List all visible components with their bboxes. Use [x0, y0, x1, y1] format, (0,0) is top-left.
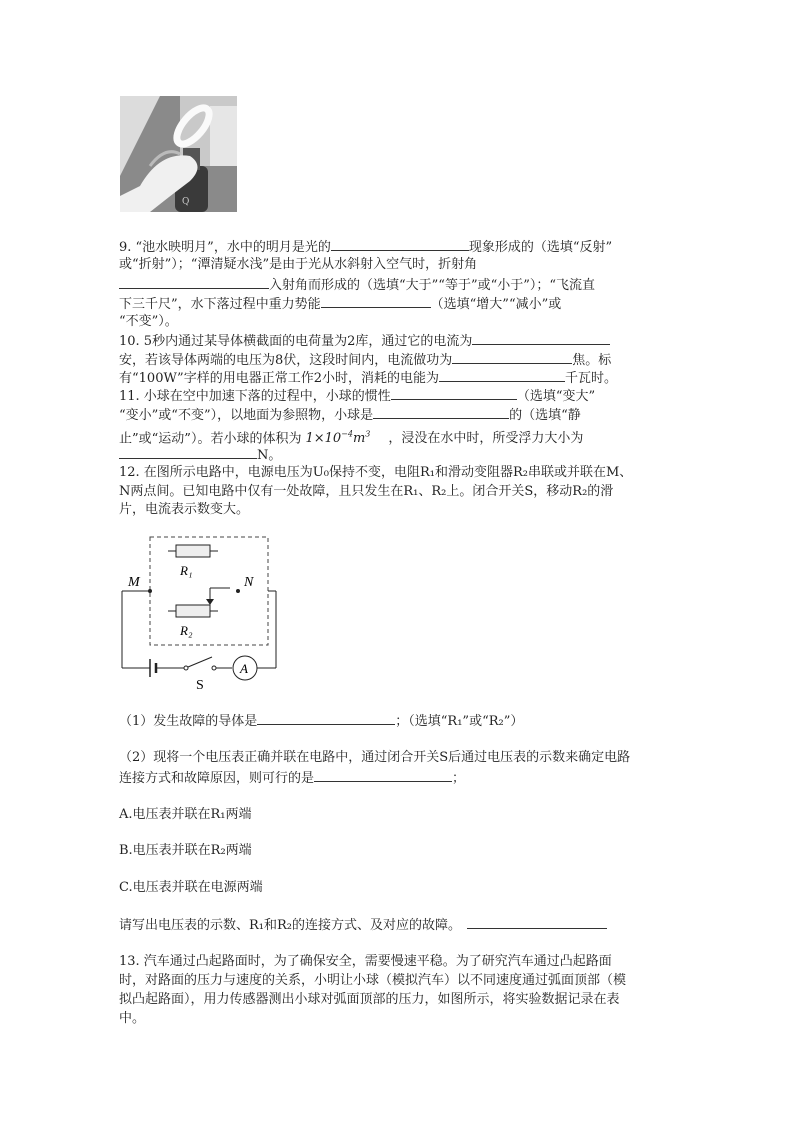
- label-n: N: [244, 575, 254, 590]
- q11-line-4: N。: [119, 445, 281, 465]
- label-s: S: [196, 678, 204, 693]
- q12-option-c: C.电压表并联在电源两端: [119, 880, 263, 895]
- q10-line-2: 安，若该导体两端的电压为8伏，这段时间内，电流做功为 焦。标: [119, 350, 611, 370]
- label-r1: R₁: [180, 563, 193, 578]
- q13-line-2: 时，对路面的压力与速度的关系，小明让小球（模拟汽车）以不同速度通过弧面顶部（模: [119, 973, 627, 988]
- q10-blank-3[interactable]: [439, 368, 565, 382]
- q9-line-5: “不变”）。: [119, 314, 178, 329]
- q12-line-1: 12. 在图所示电路中，电源电压为U₀保持不变，电阻R₁和滑动变阻器R₂串联或并联在M、: [119, 465, 633, 480]
- label-m: M: [128, 575, 140, 590]
- q12-option-a: A.电压表并联在R₁两端: [119, 807, 252, 822]
- q9-blank-3[interactable]: [321, 294, 431, 308]
- q9-blank-1[interactable]: [331, 237, 469, 251]
- q12-ask: 请写出电压表的示数、R₁和R₂的连接方式、及对应的故障。: [119, 915, 607, 935]
- q12-part1: （1）发生故障的导体是 ；（选填“R₁”或“R₂”）: [119, 711, 523, 731]
- resistor-r1: [176, 545, 210, 557]
- q11-line-2: “变小”或“不变”），以地面为参照物，小球是 的（选填“静: [119, 405, 581, 425]
- q11-blank-3[interactable]: [119, 445, 257, 459]
- q9-blank-2[interactable]: [119, 275, 269, 289]
- resistor-r2: [176, 605, 210, 617]
- q10-line-1: 10. 5秒内通过某导体横截面的电荷量为2库，通过它的电流为: [119, 331, 610, 351]
- q12-line-2: N两点间。已知电路中仅有一处故障，且只发生在R₁、R₂上。闭合开关S，移动R₂的滑: [119, 484, 614, 499]
- q9-line-2: 或“折射”）；“潭清疑水浅”是由于光从水斜射入空气时，折射角: [119, 257, 478, 272]
- q11-line-3: 止”或“运动”）。若小球的体积为 $1\times 10^{-4}m^3$ ，浸没在水中时，所受浮力大小为: [119, 430, 584, 447]
- bottle-opener-photo: [120, 96, 237, 212]
- q9-line-1: 9. “池水映明月”，水中的明月是光的 现象形成的（选填“反射”: [119, 237, 612, 257]
- q10-blank-1[interactable]: [472, 331, 610, 345]
- q11-blank-2[interactable]: [373, 405, 509, 419]
- q12-option-b: B.电压表并联在R₂两端: [119, 843, 252, 858]
- q13-line-4: 中。: [119, 1011, 146, 1026]
- q13-line-3: 拟凸起路面），用力传感器测出小球对弧面顶部的压力，如图所示，将实验数据记录在表: [119, 992, 620, 1007]
- q10-line-3: 有“100W”字样的用电器正常工作2小时，消耗的电能为 千瓦时。: [119, 368, 617, 388]
- label-a: A: [240, 661, 248, 676]
- q12-blank-1[interactable]: [257, 711, 395, 725]
- q12-blank-2[interactable]: [314, 768, 452, 782]
- q11-blank-1[interactable]: [391, 386, 517, 400]
- switch-s: [188, 657, 212, 667]
- q10-blank-2[interactable]: [452, 350, 572, 364]
- q12-line-3: 片，电流表示数变大。: [119, 502, 250, 517]
- q12-part2-line1: （2）现将一个电压表正确并联在电路中，通过闭合开关S后通过电压表的示数来确定电路: [119, 750, 631, 765]
- q12-blank-3[interactable]: [467, 915, 607, 929]
- circuit-diagram: [118, 533, 288, 693]
- q9-line-4: 下三千尺”，水下落过程中重力势能 （选填“增大”“减小”或: [119, 294, 561, 314]
- q11-line-1: 11. 小球在空中加速下落的过程中，小球的惯性 （选填“变大”: [119, 386, 595, 406]
- label-r2: R₂: [180, 623, 193, 638]
- volume-formula: $1\times 10^{-4}m^3$: [305, 430, 371, 447]
- q12-part2-line2: 连接方式和故障原因，则可行的是 ；: [119, 768, 465, 788]
- q13-line-1: 13. 汽车通过凸起路面时，为了确保安全，需要慢速平稳。为了研究汽车通过凸起路面: [119, 954, 612, 969]
- q9-line-3: 入射角而形成的（选填“大于”“等于”或“小于”）；“飞流直: [119, 275, 595, 295]
- svg-text:Q: Q: [182, 197, 190, 207]
